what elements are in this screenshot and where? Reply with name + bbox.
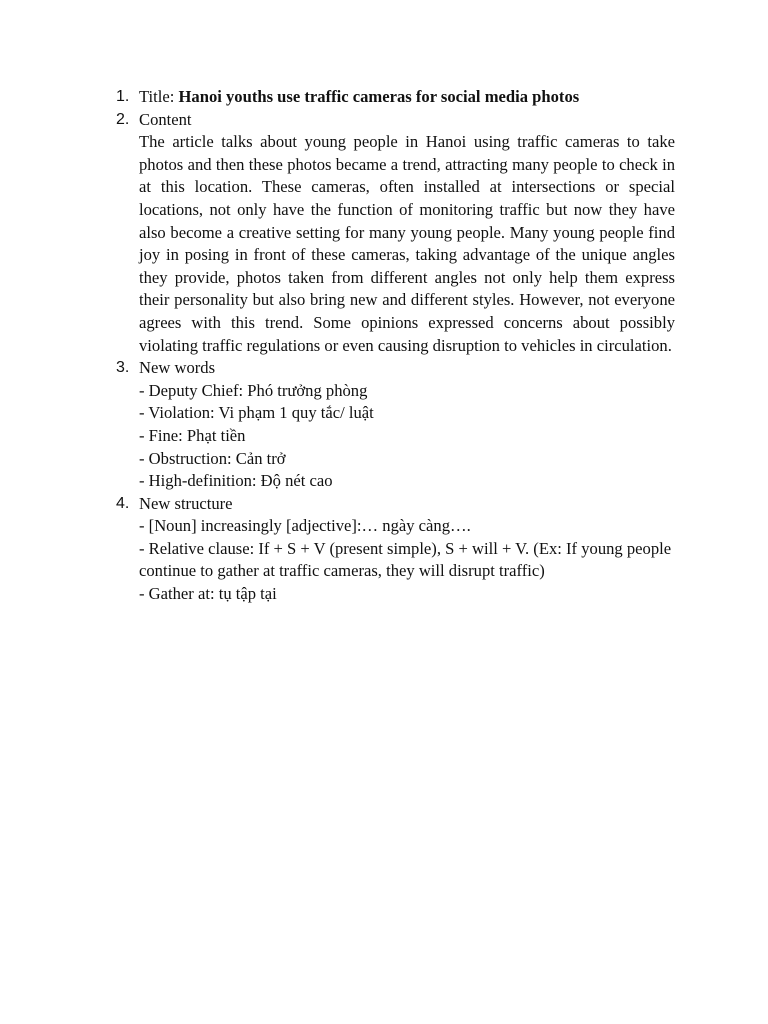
content-paragraph: The article talks about young people in Hanoi using traffic cameras to take photos and then these photos became a trend, attracting many people to check in at this location. These cameras, often installed at intersections or special locations, not only have the function of monitoring traffic but now they have also become a creative setting for many young people. Many young people find joy in posing in front of these cameras, taking advantage of the unique angles they provide, photos taken from different angles not only help them express their personality but also bring new and different styles. However, not everyone agrees with this trend. Some opinions expressed concerns about possibly violating traffic regulations or even causing disruption to vehicles in circulation. xyxy=(139,132,675,355)
vocab-line: - Violation: Vi phạm 1 quy tắc/ luật xyxy=(139,403,374,423)
structure-line: - Relative clause: If + S + V (present simple), S + will + V. (Ex: If young people continue to gather at traffic cameras, they will disrupt traffic) xyxy=(139,538,672,581)
new-structure-label: New structure xyxy=(139,493,233,513)
list-number: 3. xyxy=(116,359,130,377)
new-words-label: New words xyxy=(139,358,216,378)
vocab-line: - Obstruction: Cản trở xyxy=(139,448,286,468)
list-number: 2. xyxy=(116,110,130,128)
structure-line: - [Noun] increasingly [adjective]:… ngày càng…. xyxy=(139,516,471,536)
article-title: Hanoi youths use traffic cameras for social media photos xyxy=(178,87,580,106)
list-item-title xyxy=(116,86,675,109)
list-item-new-words xyxy=(116,357,675,493)
content-label: Content xyxy=(139,109,192,129)
list-number: 1. xyxy=(116,88,130,105)
vocab-line: - High-definition: Độ nét cao xyxy=(139,471,333,491)
vocab-line: - Fine: Phạt tiền xyxy=(139,425,246,445)
title-label: Title: xyxy=(139,87,179,106)
vocab-line: - Deputy Chief: Phó trưởng phòng xyxy=(139,380,368,400)
document-body xyxy=(116,86,675,606)
list-item-content xyxy=(116,109,675,358)
list-item-new-structure xyxy=(116,493,675,606)
list-number: 4. xyxy=(116,494,130,512)
structure-line: - Gather at: tụ tập tại xyxy=(139,584,277,604)
